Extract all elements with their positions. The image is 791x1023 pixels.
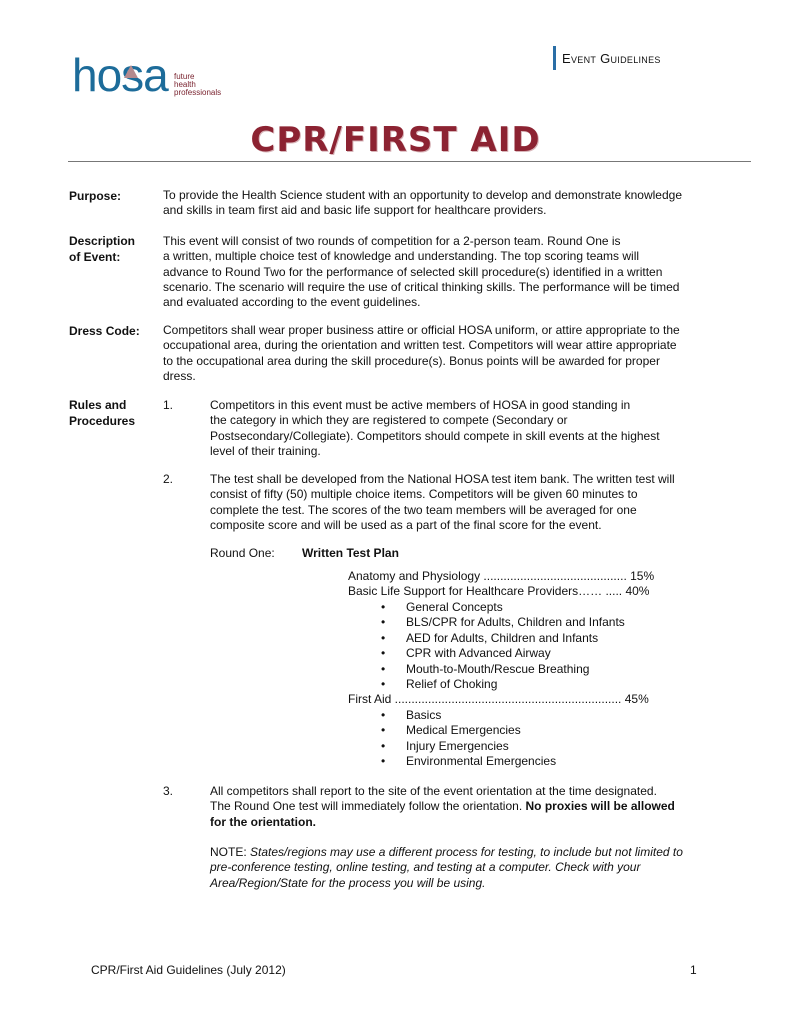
- plan-anatomy: Anatomy and Physiology ........................................... 15%: [348, 569, 655, 583]
- list-item: • Environmental Emergencies: [381, 754, 557, 768]
- header-label: Event Guidelines: [562, 51, 661, 66]
- list-item: • Basics: [381, 708, 442, 722]
- list-item: • Injury Emergencies: [381, 739, 509, 753]
- list-item: • Relief of Choking: [381, 677, 498, 691]
- logo-tagline: future health professionals: [174, 72, 222, 97]
- rule-2-text: The test shall be developed from the National HOSA test item bank. The written test will consist of fifty (50) multiple choice items. Competitors will be given 60 minutes to complete the test. The scores of the two team members will be averaged for one composite score and will be used as a part of the final score for the event.: [210, 472, 675, 532]
- footer-title: CPR/First Aid Guidelines (July 2012): [91, 963, 286, 977]
- list-item: • Medical Emergencies: [381, 723, 521, 737]
- test-plan-title: Written Test Plan: [302, 546, 399, 560]
- purpose-text: To provide the Health Science student with an opportunity to develop and demonstrate knowledge and skills in team first aid and basic life support for healthcare providers.: [163, 188, 682, 218]
- rule-1-text: Competitors in this event must be active members of HOSA in good standing in the category in which they are registered to compete (Secondary or Postsecondary/Collegiate). Competitors should compete in skill events at the highest level of their training.: [210, 398, 660, 458]
- logo-triangle-icon: [124, 65, 138, 78]
- rule-number-2: 2.: [163, 472, 174, 486]
- plan-first-aid: First Aid .................................................................... 45%: [348, 692, 649, 706]
- list-item: • AED for Adults, Children and Infants: [381, 631, 599, 645]
- dress-code-label: Dress Code:: [69, 324, 140, 338]
- note-text: NOTE: States/regions may use a different process for testing, to include but not limited to pre-conference testing, online testing, and testing at a computer. Check with your Area/Region/State for the process you will be using.: [210, 845, 683, 890]
- purpose-label: Purpose:: [69, 189, 122, 203]
- list-item: • Mouth-to-Mouth/Rescue Breathing: [381, 662, 590, 676]
- page-title: CPR/FIRST AID: [250, 120, 541, 160]
- list-item: • BLS/CPR for Adults, Children and Infants: [381, 615, 625, 629]
- header-accent-bar: [553, 46, 556, 70]
- plan-bls: Basic Life Support for Healthcare Providers…… ..... 40%: [348, 584, 650, 598]
- title-divider: [68, 161, 751, 162]
- list-item: • General Concepts: [381, 600, 503, 614]
- dress-code-text: Competitors shall wear proper business attire or official HOSA uniform, or attire appropriate to the occupational area, during the orientation and written test. Competitors will wear attire appropriate to the occupational area during the skill procedure(s). Bonus points will be awarded for proper dress.: [163, 323, 680, 383]
- description-label: Description of Event:: [69, 234, 136, 264]
- rule-number-3: 3.: [163, 784, 174, 798]
- rules-label: Rules and Procedures: [69, 398, 136, 428]
- rule-number-1: 1.: [163, 398, 174, 412]
- round-one-label: Round One:: [210, 546, 275, 560]
- rule-3-text: All competitors shall report to the site of the event orientation at the time designated. The Round One test will immediately follow the orientation. No proxies will be allowed for the orientation.: [210, 784, 675, 829]
- hosa-logo: hosa: [72, 49, 168, 101]
- page-number: 1: [690, 963, 697, 977]
- description-text: This event will consist of two rounds of competition for a 2-person team. Round One is a written, multiple choice test of knowledge and understanding. The top scoring teams will advance to Round Two for the performance of selected skill procedure(s) identified in a written scenario. The scenario will require the use of critical thinking skills. The performance will be timed and evaluated according to the event guidelines.: [163, 234, 680, 310]
- list-item: • CPR with Advanced Airway: [381, 646, 551, 660]
